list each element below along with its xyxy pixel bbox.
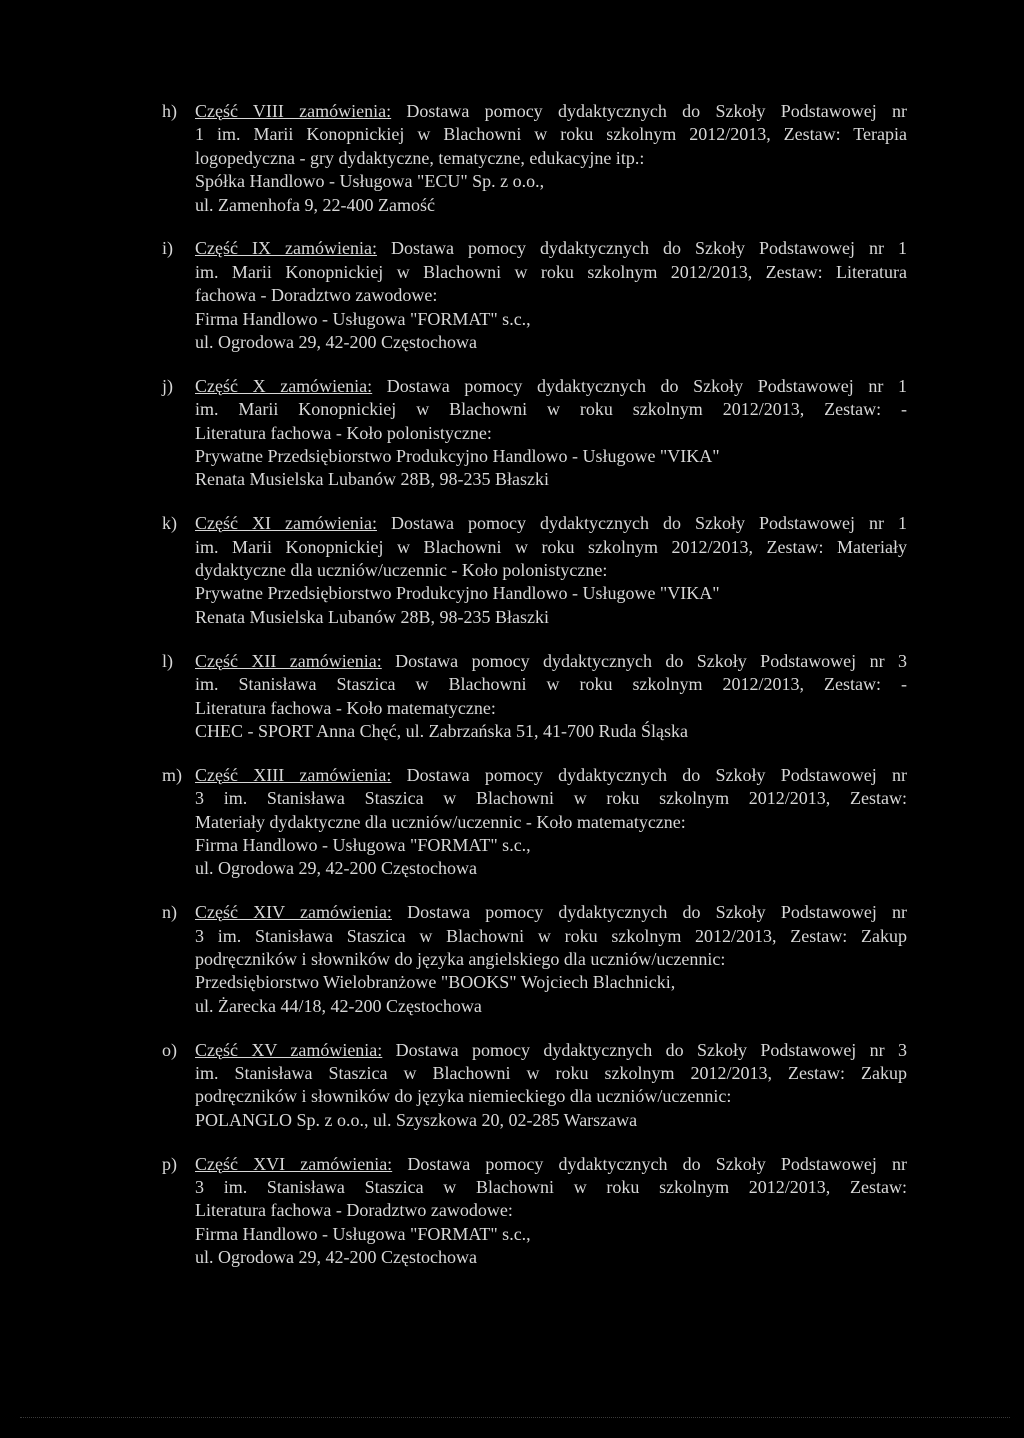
item-line: dydaktyczne dla uczniów/uczennic - Koło polonistyczne: [195, 560, 608, 581]
list-item [162, 650, 907, 744]
item-first-text: Dostawa pomocy dydaktycznych do Szkoły Podstawowej nr [391, 764, 908, 785]
item-line: POLANGLO Sp. z o.o., ul. Szyszkowa 20, 02-285 Warszawa [195, 1109, 638, 1130]
item-first-line [195, 100, 907, 123]
item-first-line [195, 764, 907, 787]
part-label: Część XV zamówienia: [195, 1039, 383, 1060]
item-line: 3 im. Stanisława Staszica w Blachowni w roku szkolnym 2012/2013, Zestaw: Zakup [195, 925, 907, 946]
item-first-line [195, 650, 907, 673]
item-line: Literatura fachowa - Koło matematyczne: [195, 697, 496, 718]
list-item [162, 1039, 907, 1133]
item-line: ul. Ogrodowa 29, 42-200 Częstochowa [195, 858, 477, 879]
list-item [162, 100, 907, 217]
item-line: CHEC - SPORT Anna Chęć, ul. Zabrzańska 51, 41-700 Ruda Śląska [195, 720, 689, 741]
part-label: Część X zamówienia: [195, 375, 373, 396]
item-first-text: Dostawa pomocy dydaktycznych do Szkoły Podstawowej nr 1 [376, 513, 908, 534]
part-label: Część XIV zamówienia: [195, 902, 392, 923]
item-line: im. Stanisława Staszica w Blachowni w roku szkolnym 2012/2013, Zestaw: - [195, 674, 907, 695]
item-line: 1 im. Marii Konopnickiej w Blachowni w roku szkolnym 2012/2013, Zestaw: Terapia [195, 124, 907, 145]
item-first-text: Dostawa pomocy dydaktycznych do Szkoły Podstawowej nr 1 [376, 238, 908, 259]
part-label: Część XVI zamówienia: [195, 1153, 393, 1174]
item-line: Renata Musielska Lubanów 28B, 98-235 Błaszki [195, 469, 549, 490]
list-item [162, 375, 907, 492]
item-first-text: Dostawa pomocy dydaktycznych do Szkoły Podstawowej nr 1 [372, 375, 908, 396]
item-first-text: Dostawa pomocy dydaktycznych do Szkoły Podstawowej nr 3 [382, 1039, 907, 1060]
item-first-line [195, 1153, 907, 1176]
item-first-text: Dostawa pomocy dydaktycznych do Szkoły Podstawowej nr [391, 902, 907, 923]
item-marker: l) [162, 650, 173, 671]
part-label: Część XIII zamówienia: [195, 764, 392, 785]
item-line: podręczników i słowników do języka angielskiego dla uczniów/uczennic: [195, 948, 726, 969]
item-first-line [195, 375, 907, 398]
item-line: im. Marii Konopnickiej w Blachowni w roku szkolnym 2012/2013, Zestaw: - [195, 399, 907, 420]
item-line: im. Marii Konopnickiej w Blachowni w roku szkolnym 2012/2013, Zestaw: Materiały [195, 536, 907, 557]
item-line: Prywatne Przedsiębiorstwo Produkcyjno Handlowo - Usługowe "VIKA" [195, 583, 720, 604]
list-item [162, 764, 907, 881]
item-first-text: Dostawa pomocy dydaktycznych do Szkoły Podstawowej nr 3 [381, 650, 907, 671]
list-item [162, 901, 907, 1018]
item-line: im. Marii Konopnickiej w Blachowni w roku szkolnym 2012/2013, Zestaw: Literatura [195, 261, 907, 282]
part-label: Część IX zamówienia: [195, 238, 377, 259]
item-line: Renata Musielska Lubanów 28B, 98-235 Błaszki [195, 606, 549, 627]
item-marker: j) [162, 375, 173, 396]
item-line: Materiały dydaktyczne dla uczniów/uczennic - Koło matematyczne: [195, 811, 686, 832]
item-marker: m) [162, 764, 182, 785]
item-line: Firma Handlowo - Usługowa "FORMAT" s.c., [195, 1223, 531, 1244]
item-marker: k) [162, 513, 177, 534]
item-line: Firma Handlowo - Usługowa "FORMAT" s.c., [195, 834, 531, 855]
item-line: podręczników i słowników do języka niemieckiego dla uczniów/uczennic: [195, 1086, 732, 1107]
item-first-line [195, 512, 907, 535]
item-line: Literatura fachowa - Koło polonistyczne: [195, 422, 492, 443]
item-line: Literatura fachowa - Doradztwo zawodowe: [195, 1200, 513, 1221]
item-line: 3 im. Stanisława Staszica w Blachowni w roku szkolnym 2012/2013, Zestaw: [195, 788, 907, 809]
part-label: Część XI zamówienia: [195, 513, 377, 534]
item-line: logopedyczna - gry dydaktyczne, tematyczne, edukacyjne itp.: [195, 147, 645, 168]
list-item [162, 512, 907, 629]
item-first-line [195, 237, 907, 260]
item-line: im. Stanisława Staszica w Blachowni w roku szkolnym 2012/2013, Zestaw: Zakup [195, 1062, 907, 1083]
item-line: 3 im. Stanisława Staszica w Blachowni w roku szkolnym 2012/2013, Zestaw: [195, 1176, 907, 1197]
item-marker: p) [162, 1153, 177, 1174]
item-line: Firma Handlowo - Usługowa "FORMAT" s.c., [195, 308, 531, 329]
item-line: Prywatne Przedsiębiorstwo Produkcyjno Handlowo - Usługowe "VIKA" [195, 446, 720, 467]
item-first-line [195, 1039, 907, 1062]
scan-edge-dots [20, 1417, 1010, 1418]
item-line: fachowa - Doradztwo zawodowe: [195, 285, 438, 306]
item-first-line [195, 901, 907, 924]
item-line: ul. Ogrodowa 29, 42-200 Częstochowa [195, 332, 477, 353]
list-item [162, 1153, 907, 1270]
item-line: Spółka Handlowo - Usługowa "ECU" Sp. z o.o., [195, 171, 545, 192]
part-label: Część VIII zamówienia: [195, 101, 392, 121]
item-first-text: Dostawa pomocy dydaktycznych do Szkoły Podstawowej nr [391, 101, 907, 121]
item-marker: n) [162, 902, 177, 923]
item-marker: i) [162, 238, 173, 259]
item-line: ul. Żarecka 44/18, 42-200 Częstochowa [195, 995, 482, 1016]
item-line: ul. Ogrodowa 29, 42-200 Częstochowa [195, 1247, 477, 1268]
part-label: Część XII zamówienia: [195, 650, 382, 671]
document-body [162, 100, 907, 1290]
item-marker: h) [162, 101, 177, 121]
item-line: Przedsiębiorstwo Wielobranżowe "BOOKS" Wojciech Blachnicki, [195, 972, 676, 993]
item-first-text: Dostawa pomocy dydaktycznych do Szkoły Podstawowej nr [392, 1153, 907, 1174]
list-item [162, 237, 907, 354]
item-line: ul. Zamenhofa 9, 22-400 Zamość [195, 194, 435, 215]
item-marker: o) [162, 1039, 177, 1060]
